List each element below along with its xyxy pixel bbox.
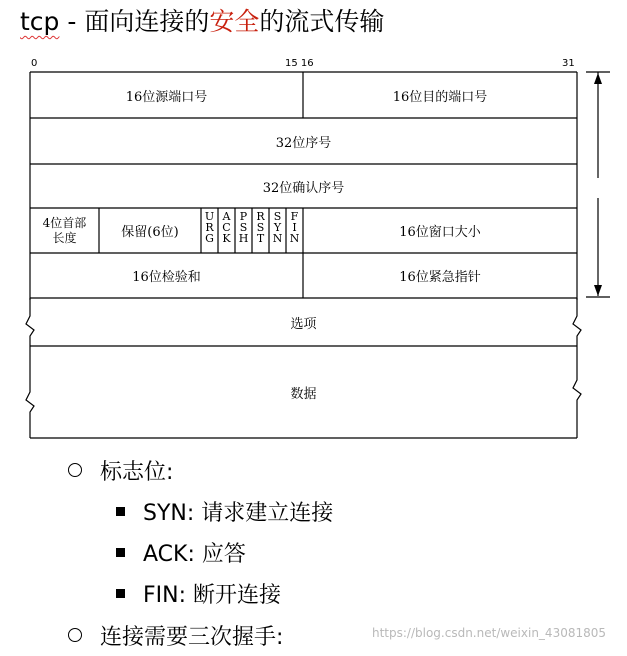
source-port-field: 16位源端口号: [125, 89, 208, 105]
note-handshake: 连接需要三次握手:: [68, 620, 283, 650]
header-length-line1: 4位首部: [42, 215, 87, 230]
flag-psh-letter: P: [239, 210, 248, 223]
flag-syn: [269, 208, 286, 253]
title-dash: - 面向连接的: [59, 7, 210, 36]
flag-ack-letter: A: [222, 210, 231, 223]
flag-psh-letter: H: [238, 232, 249, 245]
square-bullet-icon: [116, 507, 125, 516]
square-bullet-icon: [116, 548, 125, 557]
flag-urg-letter: G: [205, 232, 214, 245]
note-syn: SYN: 请求建立连接: [116, 496, 333, 526]
sequence-number-field: 32位序号: [275, 135, 332, 151]
flag-psh-letter: S: [239, 221, 248, 234]
flag-syn-letter: Y: [273, 221, 282, 234]
square-bullet-icon: [116, 589, 125, 598]
note-flags-heading: 标志位:: [68, 455, 173, 485]
flag-urg-letter: U: [204, 210, 215, 223]
title-highlight: 安全: [209, 7, 260, 36]
bit-label-15-16: 15 16: [285, 58, 314, 69]
flag-ack: [218, 208, 235, 253]
title-prefix: tcp: [20, 7, 60, 36]
header-length-line2: 长度: [52, 230, 77, 245]
options-field: 选项: [290, 316, 317, 332]
flag-ack-letter: K: [222, 232, 231, 245]
bit-label-0: 0: [31, 58, 38, 69]
flag-urg-letter: R: [205, 221, 214, 234]
header-length-field: [30, 208, 99, 253]
title-suffix: 的流式传输: [259, 7, 385, 36]
flag-fin: [286, 208, 303, 253]
flag-ack-letter: C: [222, 221, 231, 234]
flag-rst: [252, 208, 269, 253]
flag-rst-letter: R: [256, 210, 265, 223]
watermark-url: https://blog.csdn.net/weixin_43081805: [372, 626, 607, 640]
urgent-pointer-field: 16位紧急指针: [399, 270, 481, 285]
note-ack: ACK: 应答: [116, 537, 246, 567]
flag-fin-letter: N: [289, 232, 300, 245]
circle-bullet-icon: [68, 628, 82, 642]
flag-rst-letter: T: [256, 232, 265, 245]
flag-fin-letter: I: [292, 221, 297, 234]
note-fin: FIN: 断开连接: [116, 578, 281, 608]
flag-psh: [235, 208, 252, 253]
flag-urg: [201, 208, 218, 253]
flag-syn-letter: S: [273, 210, 282, 223]
circle-bullet-icon: [68, 463, 82, 477]
flag-fin-letter: F: [290, 210, 299, 223]
flag-syn-letter: N: [272, 232, 283, 245]
data-field: 数据: [290, 386, 317, 402]
reserved-field: 保留(6位): [121, 225, 179, 240]
destination-port-field: 16位目的端口号: [392, 89, 488, 105]
flag-rst-letter: S: [256, 221, 265, 234]
window-size-field: 16位窗口大小: [399, 225, 481, 240]
ack-number-field: 32位确认序号: [262, 180, 345, 196]
checksum-field: 16位检验和: [132, 270, 201, 285]
bit-label-31: 31: [562, 58, 575, 69]
